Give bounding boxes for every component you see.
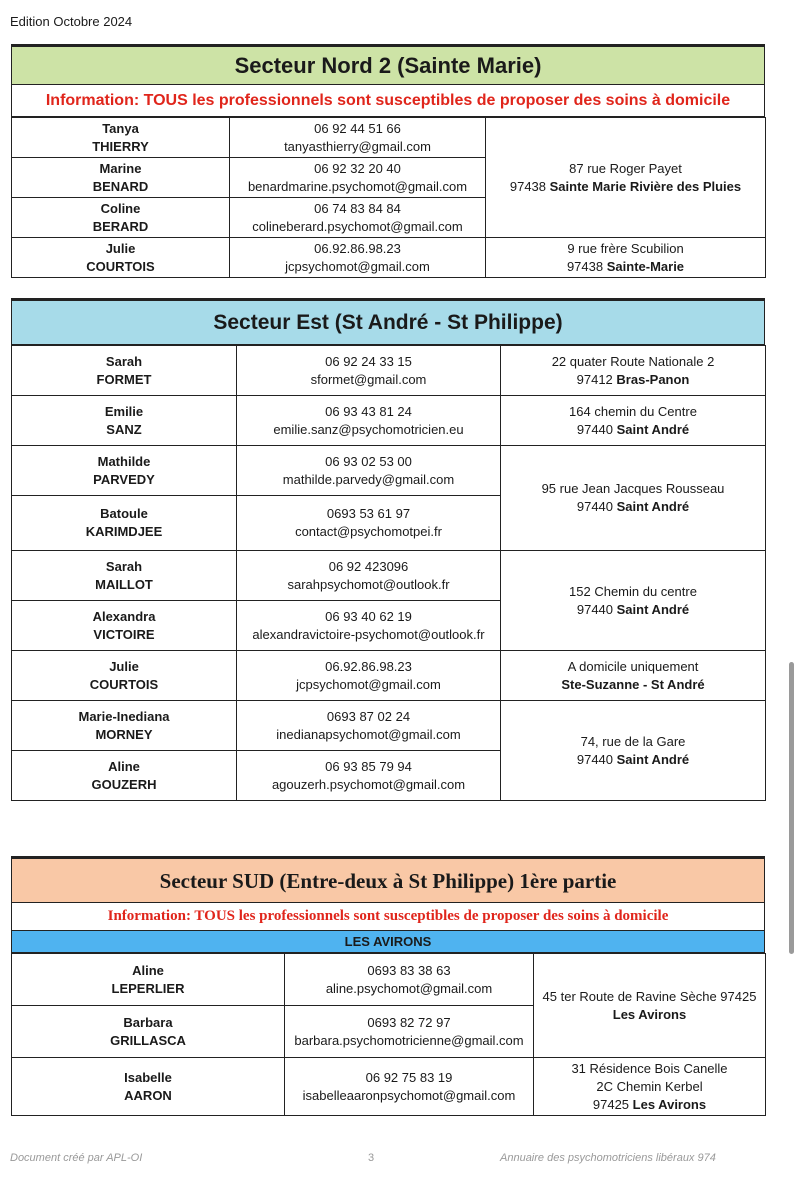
- home-care-notice: Information: TOUS les professionnels sont susceptibles de proposer des soins à domicile: [11, 903, 765, 931]
- table-row: [12, 1058, 766, 1116]
- footer-left: Document créé par APL-OI: [10, 1152, 143, 1164]
- person-name: Julie COURTOIS: [12, 238, 230, 278]
- person-name: Tanya THIERRY: [12, 118, 230, 158]
- address-cell: 152 Chemin du centre 97440 Saint André: [501, 551, 766, 651]
- address-cell: 164 chemin du Centre 97440 Saint André: [501, 396, 766, 446]
- person-name: Mathilde PARVEDY: [12, 446, 237, 496]
- contact-cell: 0693 83 38 63 aline.psychomot@gmail.com: [285, 954, 534, 1006]
- person-name: Coline BERARD: [12, 198, 230, 238]
- table-row: [12, 551, 766, 601]
- person-name: Isabelle AARON: [12, 1058, 285, 1116]
- address-cell: A domicile uniquement Ste-Suzanne - St André: [501, 651, 766, 701]
- contact-cell: 06 92 44 51 66 tanyasthierry@gmail.com: [230, 118, 486, 158]
- table-row: [12, 446, 766, 496]
- edition-label: Edition Octobre 2024: [10, 14, 133, 29]
- table-row: [12, 954, 766, 1006]
- contact-cell: 0693 53 61 97 contact@psychomotpei.fr: [237, 496, 501, 551]
- table-row: [12, 238, 766, 278]
- address-cell: 9 rue frère Scubilion 97438 Sainte-Marie: [486, 238, 766, 278]
- directory-table: [11, 953, 766, 1116]
- person-name: Barbara GRILLASCA: [12, 1006, 285, 1058]
- section-est: [11, 298, 765, 801]
- contact-cell: 06 93 85 79 94 agouzerh.psychomot@gmail.com: [237, 751, 501, 801]
- address-cell: 74, rue de la Gare 97440 Saint André: [501, 701, 766, 801]
- section-nord: [11, 44, 765, 278]
- person-name: Emilie SANZ: [12, 396, 237, 446]
- contact-cell: 06 92 24 33 15 sformet@gmail.com: [237, 346, 501, 396]
- address-cell: 45 ter Route de Ravine Sèche 97425 Les Avirons: [534, 954, 766, 1058]
- person-name: Marine BENARD: [12, 158, 230, 198]
- contact-cell: 06 74 83 84 84 colineberard.psychomot@gmail.com: [230, 198, 486, 238]
- table-row: [12, 118, 766, 158]
- person-name: Aline GOUZERH: [12, 751, 237, 801]
- table-row: [12, 346, 766, 396]
- contact-cell: 06 93 43 81 24 emilie.sanz@psychomotricien.eu: [237, 396, 501, 446]
- person-name: Marie-Inediana MORNEY: [12, 701, 237, 751]
- footer-right: Annuaire des psychomotriciens libéraux 974: [500, 1152, 716, 1164]
- section-title: Secteur Est (St André - St Philippe): [11, 298, 765, 345]
- contact-cell: 06 93 02 53 00 mathilde.parvedy@gmail.com: [237, 446, 501, 496]
- contact-cell: 06 92 32 20 40 benardmarine.psychomot@gmail.com: [230, 158, 486, 198]
- contact-cell: 06.92.86.98.23 jcpsychomot@gmail.com: [237, 651, 501, 701]
- contact-cell: 0693 82 72 97 barbara.psychomotricienne@gmail.com: [285, 1006, 534, 1058]
- contact-cell: 06 93 40 62 19 alexandravictoire-psychomot@outlook.fr: [237, 601, 501, 651]
- section-sud: [11, 856, 765, 1116]
- address-cell: 22 quater Route Nationale 2 97412 Bras-Panon: [501, 346, 766, 396]
- home-care-notice: Information: TOUS les professionnels sont susceptibles de proposer des soins à domicile: [11, 85, 765, 117]
- scrollbar[interactable]: [789, 662, 794, 954]
- contact-cell: 06 92 75 83 19 isabelleaaronpsychomot@gmail.com: [285, 1058, 534, 1116]
- section-title: Secteur SUD (Entre-deux à St Philippe) 1ère partie: [11, 856, 765, 903]
- person-name: Sarah MAILLOT: [12, 551, 237, 601]
- contact-cell: 06 92 423096 sarahpsychomot@outlook.fr: [237, 551, 501, 601]
- person-name: Batoule KARIMDJEE: [12, 496, 237, 551]
- contact-cell: 0693 87 02 24 inedianapsychomot@gmail.com: [237, 701, 501, 751]
- person-name: Alexandra VICTOIRE: [12, 601, 237, 651]
- table-row: [12, 651, 766, 701]
- table-row: [12, 701, 766, 751]
- person-name: Julie COURTOIS: [12, 651, 237, 701]
- directory-table: [11, 345, 766, 801]
- person-name: Sarah FORMET: [12, 346, 237, 396]
- page-number: 3: [368, 1152, 375, 1164]
- table-row: [12, 396, 766, 446]
- contact-cell: 06.92.86.98.23 jcpsychomot@gmail.com: [230, 238, 486, 278]
- address-cell: 95 rue Jean Jacques Rousseau 97440 Saint André: [501, 446, 766, 551]
- sub-area-header: LES AVIRONS: [11, 931, 765, 953]
- address-cell: 31 Résidence Bois Canelle 2C Chemin Kerbel 97425 Les Avirons: [534, 1058, 766, 1116]
- address-cell: 87 rue Roger Payet 97438 Sainte Marie Rivière des Pluies: [486, 118, 766, 238]
- directory-table: [11, 117, 766, 278]
- section-title: Secteur Nord 2 (Sainte Marie): [11, 44, 765, 85]
- person-name: Aline LEPERLIER: [12, 954, 285, 1006]
